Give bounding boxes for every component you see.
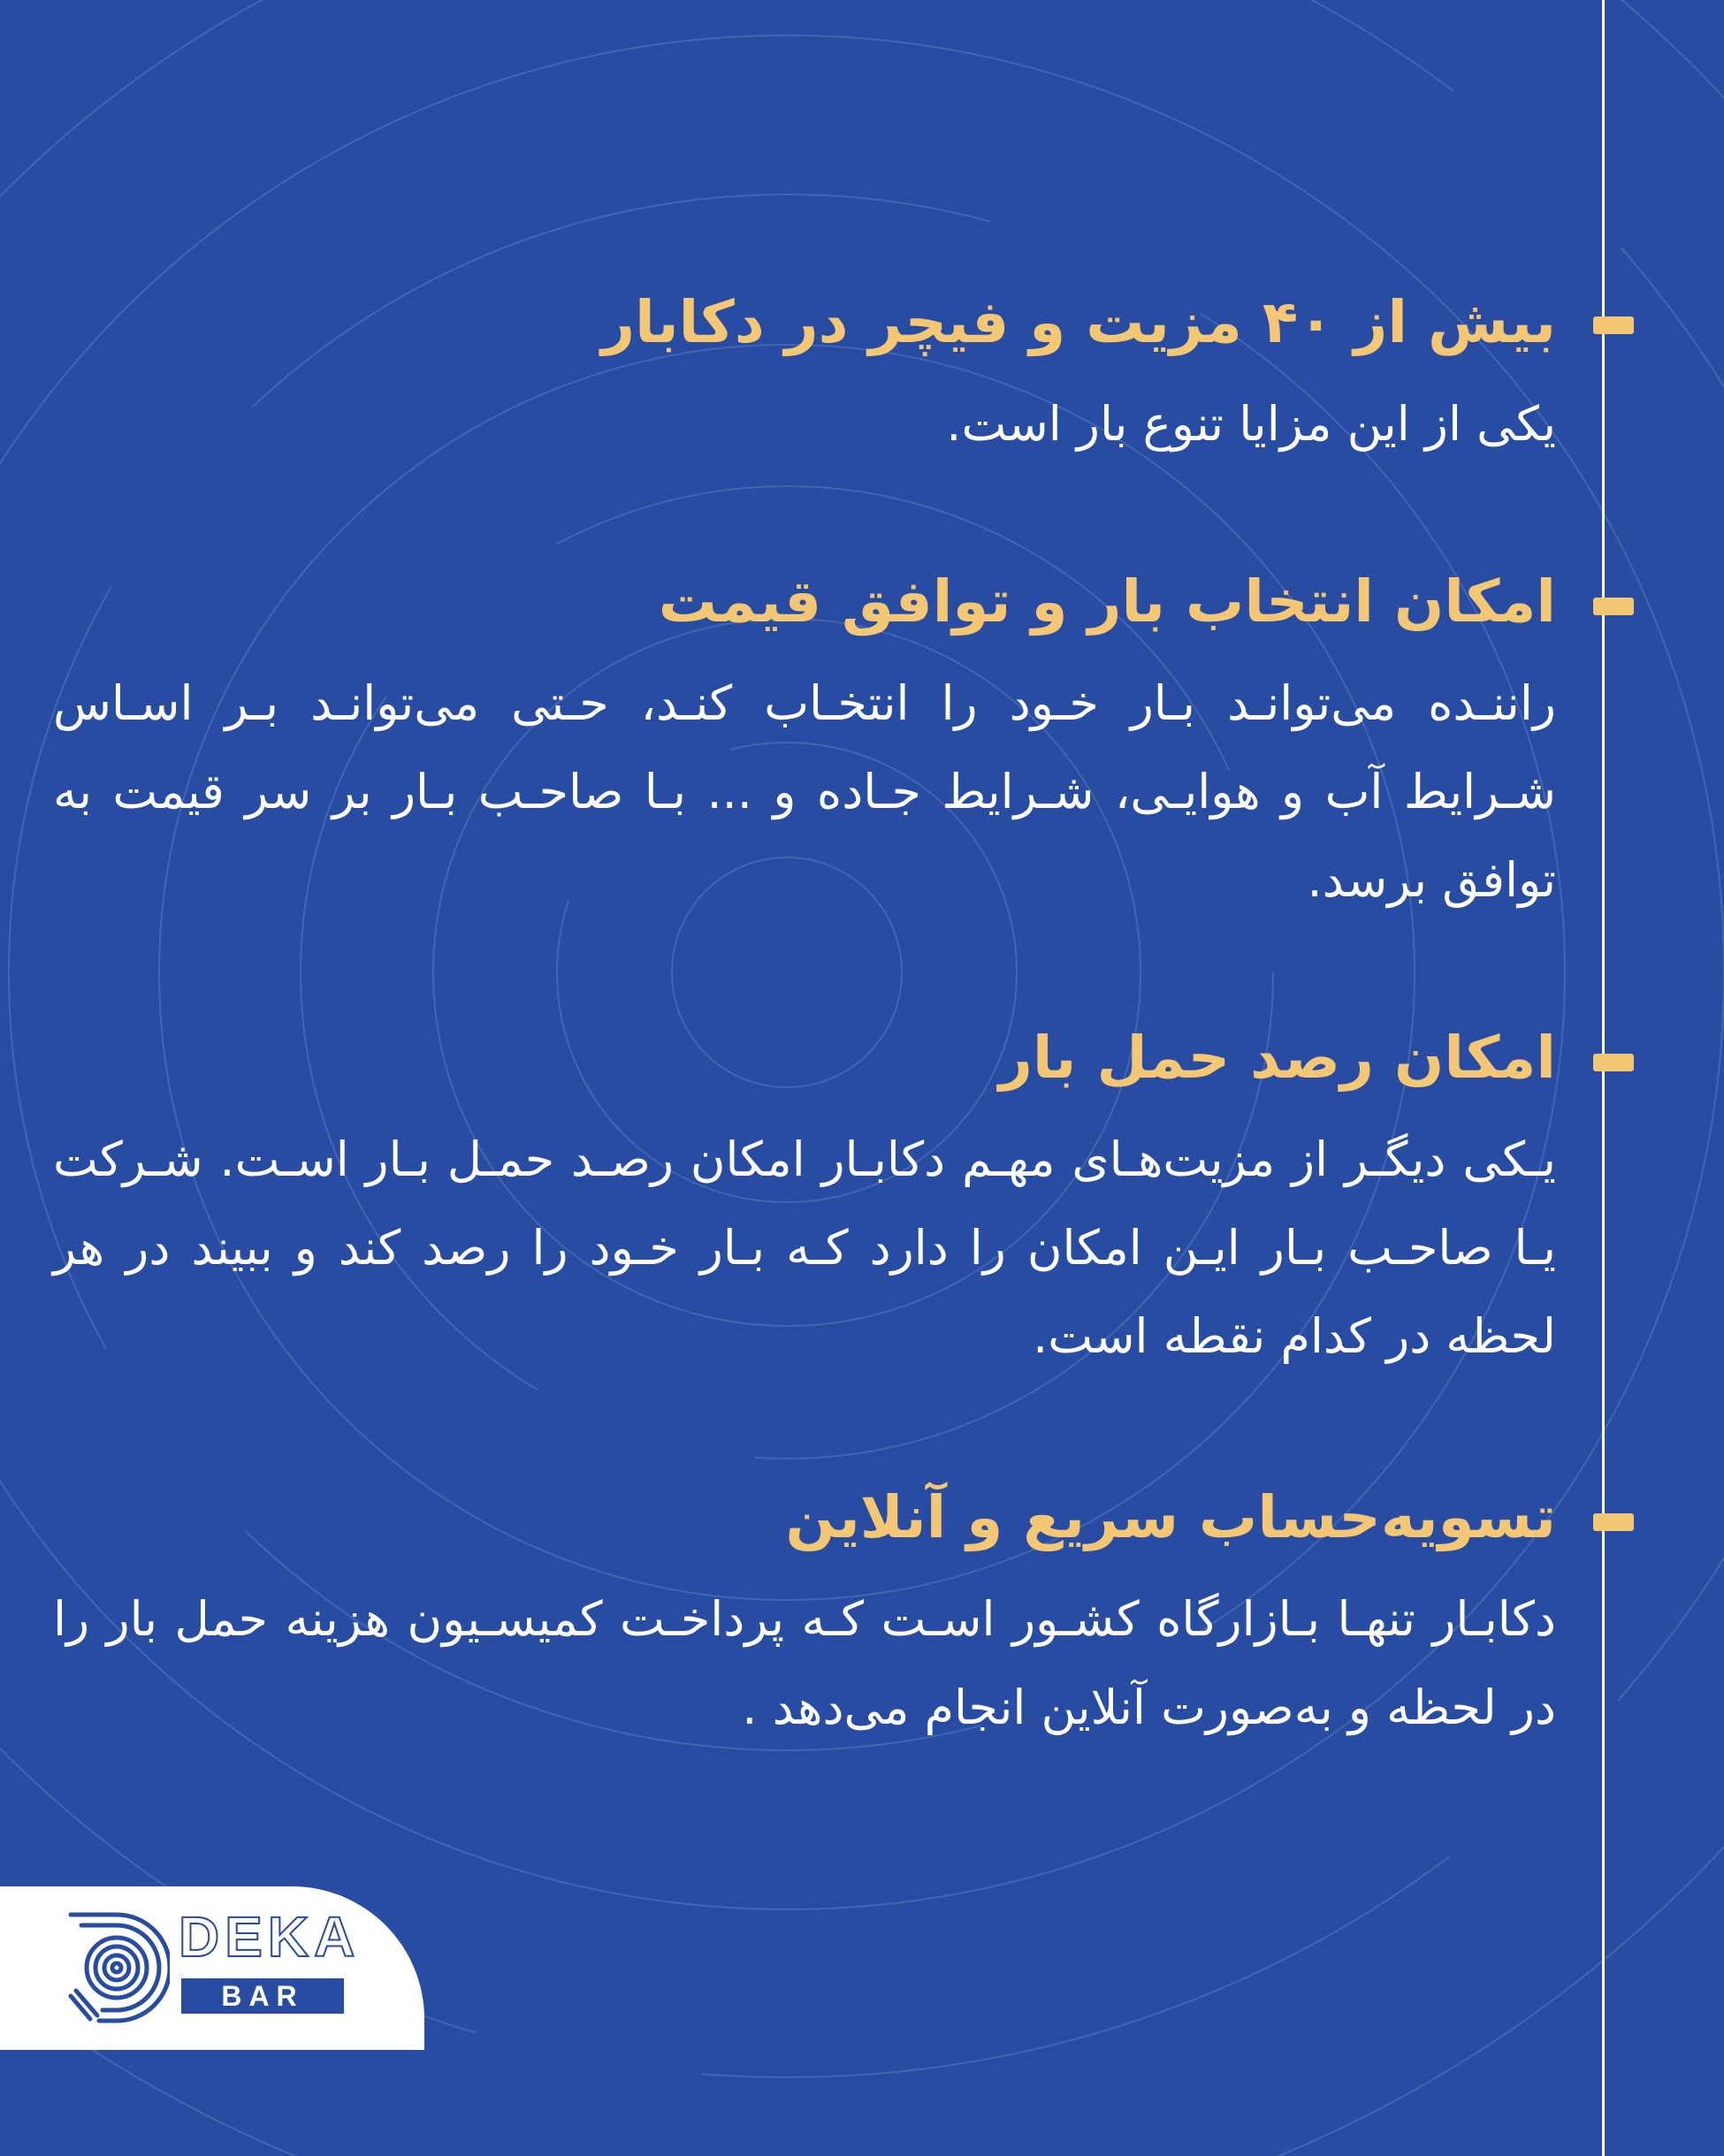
bullet-marker — [1593, 1054, 1634, 1071]
background-ring — [159, 345, 1415, 1600]
logo-subtitle: BAR — [181, 1978, 344, 2014]
section-heading: تسویه‌حساب سریع و آنلاین — [785, 1483, 1556, 1551]
brand-logo-card — [0, 1886, 424, 2050]
section-body: راننـده می‌توانـد بـار خـود را انتخـاب کنـد، حـتی می‌توانـد بـر اسـاس شـرایط آب و هوایـی، شـرایط جـاده و ... بـا صاحـب بـار بر سر قیمت به توافق برسد. — [53, 675, 1556, 908]
section-body: یکی از این مزایا تنوع بار است. — [946, 396, 1556, 452]
bullet-marker — [1593, 316, 1634, 334]
feature-section-settlement — [53, 1478, 1556, 1752]
feature-section-tracking — [53, 1018, 1556, 1381]
bullet-marker — [1593, 598, 1634, 615]
section-body: دکابـار تنهـا بـازارگاه کشـور اسـت کـه پرداخـت کمیسـیون هزینه حمل بار را در لحظه و به‌صورت آنلاین انجام می‌دهد . — [53, 1591, 1556, 1735]
section-heading: امکان انتخاب بار و توافق قیمت — [658, 568, 1556, 636]
section-body: یـکی دیگـر از مزیت‌هـای مهـم دکابـار امکان رصـد حمـل بـار اسـت. شـرکت یـا صاحـب بـار ایـن امکان را دارد کـه بـار خـود را رصد کند و ببیند در هر لحظه در کدام نقطه است. — [53, 1131, 1556, 1364]
section-heading: بیش از ۴۰ مزیت و فیچر در دکابار — [601, 288, 1556, 356]
section-heading: امکان رصد حمل بار — [998, 1024, 1556, 1092]
feature-section-features-count — [53, 283, 1556, 469]
logo-wordmark: DEKA — [179, 1905, 361, 1969]
bullet-marker — [1593, 1513, 1634, 1531]
feature-section-load-selection — [53, 562, 1556, 925]
dekabar-logo-icon — [64, 1908, 170, 2027]
